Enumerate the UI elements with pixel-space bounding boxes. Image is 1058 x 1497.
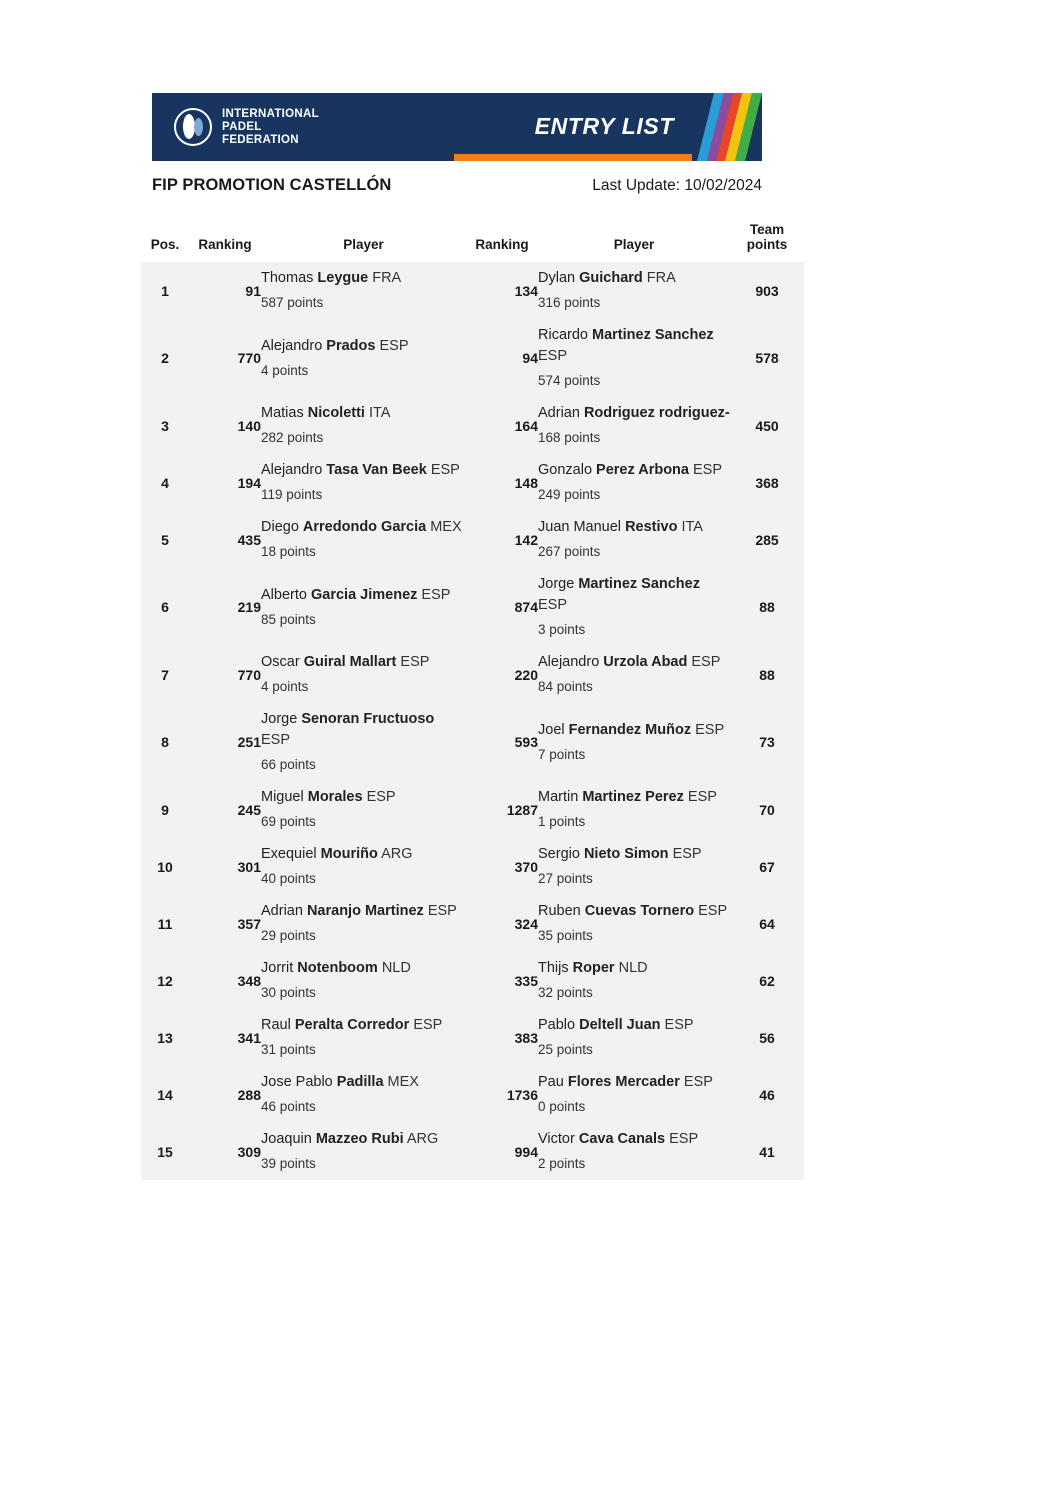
player-first-name: Pablo	[538, 1017, 580, 1033]
player-country: ESP	[417, 586, 451, 603]
padel-federation-icon	[174, 108, 212, 146]
player-country: FRA	[642, 270, 676, 286]
player-country: ESP	[665, 1131, 699, 1147]
federation-logo-block	[152, 93, 402, 161]
player-name	[538, 1129, 730, 1150]
player-name	[261, 652, 466, 673]
player-points: 574 points	[538, 373, 601, 388]
position-cell: 4	[161, 474, 169, 491]
player-points: 69 points	[261, 814, 316, 829]
player-first-name: Thomas	[261, 270, 318, 286]
player-last-name: Fernandez Muñoz	[568, 721, 692, 738]
player-cell-p1	[261, 1009, 466, 1066]
player-first-name: Oscar	[261, 654, 304, 670]
ranking-cell-1: 435	[237, 531, 261, 548]
ranking-cell-2: 134	[514, 282, 538, 299]
ranking-cell-2: 994	[514, 1143, 538, 1160]
player-first-name: Diego	[261, 519, 303, 535]
table-header	[141, 218, 804, 262]
player-country: ARG	[403, 1131, 439, 1147]
player-country: NLD	[377, 960, 411, 976]
ranking-cell-2: 1287	[506, 801, 538, 818]
player-name	[538, 1015, 730, 1036]
position-cell: 5	[161, 531, 169, 548]
player-cell-p2	[538, 319, 730, 397]
table-row	[141, 781, 804, 838]
player-name	[261, 1129, 466, 1150]
table-row	[141, 646, 804, 703]
position-cell: 9	[161, 801, 169, 818]
table-row	[141, 1123, 804, 1180]
player-last-name: Mazzeo Rubi	[315, 1131, 404, 1147]
player-name	[261, 460, 466, 481]
player-name	[261, 844, 466, 865]
player-cell-p1	[261, 646, 466, 703]
player-name	[261, 709, 466, 751]
position-cell: 15	[157, 1143, 173, 1160]
player-cell-p2	[538, 895, 730, 952]
team-points-cell: 67	[759, 858, 775, 875]
team-points-cell: 73	[759, 734, 775, 750]
player-cell-p1	[261, 838, 466, 895]
player-cell-p1	[261, 262, 466, 319]
federation-name-line-1: INTERNATIONAL	[222, 107, 319, 120]
player-last-name: Roper	[572, 960, 615, 976]
player-cell-p2	[538, 1123, 730, 1180]
player-name	[538, 268, 730, 289]
player-cell-p1	[261, 1123, 466, 1180]
position-cell: 10	[157, 858, 173, 875]
position-cell: 7	[161, 666, 169, 683]
table-row	[141, 454, 804, 511]
column-header-team-points	[730, 218, 804, 262]
player-points: 4 points	[261, 362, 309, 378]
table-row	[141, 1009, 804, 1066]
player-country: ESP	[538, 597, 568, 613]
player-last-name: Mouriño	[320, 846, 378, 862]
player-country: ESP	[538, 348, 568, 364]
player-country: ESP	[426, 462, 460, 478]
player-last-name: Martinez Perez	[582, 789, 684, 805]
player-name	[261, 517, 466, 538]
ranking-cell-2: 593	[514, 734, 538, 750]
table-row	[141, 397, 804, 454]
player-country: ESP	[362, 789, 396, 805]
player-last-name: Prados	[326, 337, 376, 354]
team-points-cell: 62	[759, 972, 775, 989]
ranking-cell-1: 357	[237, 915, 261, 932]
ranking-cell-2: 370	[514, 858, 538, 875]
player-points: 4 points	[261, 679, 309, 694]
player-cell-p1	[261, 895, 466, 952]
ranking-cell-1: 309	[237, 1143, 261, 1160]
player-last-name: Cava Canals	[578, 1131, 666, 1147]
column-header-pos: Pos.	[141, 218, 189, 262]
federation-name-line-2: PADEL	[222, 120, 262, 133]
ranking-cell-2: 220	[514, 666, 538, 683]
player-country: ESP	[688, 462, 723, 478]
ranking-cell-1: 194	[237, 474, 261, 491]
player-points: 3 points	[538, 622, 586, 637]
player-name	[538, 958, 730, 979]
player-first-name: Alejandro	[261, 462, 327, 478]
player-points: 84 points	[538, 679, 593, 694]
tournament-name: FIP PROMOTION CASTELLÓN	[152, 176, 392, 194]
player-first-name: Martin	[538, 789, 583, 805]
ranking-cell-1: 770	[237, 666, 261, 683]
player-name	[538, 720, 730, 741]
player-cell-p2	[538, 646, 730, 703]
player-cell-p2	[538, 1066, 730, 1123]
position-cell: 14	[157, 1086, 173, 1103]
player-country: ESP	[423, 903, 457, 919]
column-header-player-1: Player	[261, 218, 466, 262]
player-cell-p2	[538, 511, 730, 568]
player-last-name: Naranjo Martinez	[306, 903, 424, 919]
player-cell-p1	[261, 781, 466, 838]
ranking-cell-2: 1736	[506, 1086, 538, 1103]
player-country: ESP	[691, 721, 725, 738]
player-points: 85 points	[261, 611, 316, 627]
player-name	[538, 652, 730, 673]
column-header-player-2: Player	[538, 218, 730, 262]
ranking-cell-1: 91	[245, 282, 261, 299]
player-last-name: Padilla	[336, 1074, 384, 1090]
federation-name	[222, 108, 319, 147]
player-name	[261, 268, 466, 289]
team-points-cell: 450	[755, 417, 779, 434]
player-last-name: Rodriguez rodriguez-	[583, 405, 730, 421]
player-country: NLD	[614, 960, 648, 976]
entry-list-title: ENTRY LIST	[534, 113, 674, 139]
player-cell-p2	[538, 1009, 730, 1066]
player-points: 66 points	[261, 757, 316, 772]
player-cell-p1	[261, 952, 466, 1009]
player-name	[261, 403, 466, 424]
player-name	[538, 901, 730, 922]
player-last-name: Deltell Juan	[579, 1017, 661, 1033]
player-first-name: Miguel	[261, 789, 308, 805]
player-first-name: Adrian	[261, 903, 307, 919]
table-row	[141, 1066, 804, 1123]
player-country: ARG	[377, 846, 413, 862]
player-points: 267 points	[538, 544, 601, 559]
ranking-cell-2: 324	[514, 915, 538, 932]
position-cell: 12	[157, 972, 173, 989]
player-last-name: Nicoletti	[307, 405, 365, 421]
player-last-name: Flores Mercader	[567, 1074, 680, 1090]
player-cell-p1	[261, 397, 466, 454]
position-cell: 3	[161, 417, 169, 434]
player-name	[261, 1015, 466, 1036]
player-points: 587 points	[261, 295, 324, 310]
player-cell-p2	[538, 397, 730, 454]
player-name	[261, 1072, 466, 1093]
table-row	[141, 262, 804, 319]
team-points-cell: 70	[759, 801, 775, 818]
team-points-line-2: points	[746, 237, 788, 252]
player-country: ESP	[660, 1017, 694, 1033]
position-cell: 13	[157, 1029, 173, 1046]
ranking-cell-2: 94	[522, 350, 538, 366]
player-points: 316 points	[538, 295, 601, 310]
player-points: 39 points	[261, 1156, 316, 1171]
player-first-name: Raul	[261, 1017, 295, 1033]
team-points-cell: 41	[759, 1143, 775, 1160]
player-first-name: Pau	[538, 1074, 568, 1090]
player-cell-p1	[261, 511, 466, 568]
team-points-cell: 56	[759, 1029, 775, 1046]
player-name	[538, 844, 730, 865]
position-cell: 1	[161, 282, 169, 299]
position-cell: 2	[161, 350, 169, 366]
team-points-cell: 285	[755, 531, 779, 548]
player-cell-p1	[261, 703, 466, 781]
player-country: MEX	[426, 519, 462, 535]
player-country: ESP	[396, 654, 430, 670]
table-row	[141, 319, 804, 397]
player-points: 27 points	[538, 871, 593, 886]
player-last-name: Garcia Jimenez	[310, 586, 418, 603]
player-points: 119 points	[261, 487, 323, 502]
column-header-ranking-1: Ranking	[189, 218, 261, 262]
player-last-name: Martinez Sanchez	[578, 576, 700, 592]
player-first-name: Dylan	[538, 270, 580, 286]
player-points: 282 points	[261, 430, 324, 445]
player-name	[261, 336, 466, 357]
player-first-name: Alejandro	[538, 654, 604, 670]
player-points: 30 points	[261, 985, 316, 1000]
player-first-name: Sergio	[538, 846, 584, 862]
player-first-name: Jorrit	[261, 960, 298, 976]
player-cell-p2	[538, 262, 730, 319]
player-first-name: Matias	[261, 405, 308, 421]
last-update-label: Last Update: 10/02/2024	[592, 177, 762, 194]
player-cell-p1	[261, 1066, 466, 1123]
table-header-row	[141, 218, 804, 262]
player-country: ITA	[364, 405, 391, 421]
player-first-name: Ruben	[538, 903, 585, 919]
player-name	[261, 787, 466, 808]
player-name	[538, 574, 730, 616]
table-row	[141, 952, 804, 1009]
player-first-name: Jorge	[261, 711, 302, 727]
player-points: 18 points	[261, 544, 316, 559]
player-cell-p2	[538, 838, 730, 895]
ranking-cell-2: 164	[514, 417, 538, 434]
player-points: 1 points	[538, 814, 586, 829]
table-row	[141, 838, 804, 895]
player-points: 168 points	[538, 430, 601, 445]
player-points: 35 points	[538, 928, 593, 943]
ranking-cell-2: 874	[514, 599, 538, 615]
player-last-name: Restivo	[625, 519, 678, 535]
player-points: 46 points	[261, 1099, 316, 1114]
player-first-name: Jorge	[538, 576, 579, 592]
team-points-cell: 368	[755, 474, 779, 491]
player-last-name: Guiral Mallart	[303, 654, 397, 670]
player-name	[538, 1072, 730, 1093]
player-name	[538, 460, 730, 481]
ranking-cell-2: 142	[514, 531, 538, 548]
player-first-name: Ricardo	[538, 327, 592, 343]
player-last-name: Peralta Corredor	[294, 1017, 410, 1033]
table-row	[141, 703, 804, 781]
player-points: 29 points	[261, 928, 316, 943]
player-points: 25 points	[538, 1042, 593, 1057]
table-body	[141, 262, 804, 1180]
player-country: FRA	[368, 270, 402, 286]
player-points: 0 points	[538, 1099, 586, 1114]
ranking-cell-1: 140	[237, 417, 261, 434]
player-country: ESP	[694, 903, 728, 919]
player-country: ESP	[375, 337, 409, 354]
ranking-cell-1: 348	[237, 972, 261, 989]
player-points: 40 points	[261, 871, 316, 886]
player-last-name: Cuevas Tornero	[584, 903, 695, 919]
team-points-cell: 46	[759, 1086, 775, 1103]
team-points-cell: 903	[755, 282, 779, 299]
player-first-name: Exequiel	[261, 846, 321, 862]
player-name	[261, 901, 466, 922]
player-first-name: Gonzalo	[538, 462, 597, 478]
ranking-cell-2: 383	[514, 1029, 538, 1046]
ranking-cell-1: 245	[237, 801, 261, 818]
team-points-cell: 88	[759, 666, 775, 683]
column-header-ranking-2: Ranking	[466, 218, 538, 262]
player-points: 31 points	[261, 1042, 316, 1057]
ranking-cell-1: 251	[237, 734, 261, 750]
federation-name-line-3: FEDERATION	[222, 133, 299, 146]
player-first-name: Alberto	[261, 586, 311, 603]
player-country: ESP	[668, 846, 702, 862]
player-first-name: Juan Manuel	[538, 519, 626, 535]
ranking-cell-1: 288	[237, 1086, 261, 1103]
ranking-cell-1: 770	[237, 350, 261, 366]
player-name	[538, 787, 730, 808]
player-name	[261, 958, 466, 979]
player-cell-p2	[538, 568, 730, 646]
player-cell-p2	[538, 952, 730, 1009]
player-first-name: Thijs	[538, 960, 573, 976]
player-last-name: Tasa Van Beek	[326, 462, 427, 478]
ranking-cell-1: 219	[237, 599, 261, 615]
player-first-name: Victor	[538, 1131, 579, 1147]
player-last-name: Perez Arbona	[596, 462, 689, 478]
ranking-cell-2: 335	[514, 972, 538, 989]
ranking-cell-2: 148	[514, 474, 538, 491]
ranking-cell-1: 301	[237, 858, 261, 875]
player-country: ESP	[679, 1074, 713, 1090]
table-row	[141, 568, 804, 646]
player-cell-p1	[261, 568, 466, 646]
team-points-cell: 88	[759, 599, 775, 615]
player-last-name: Senoran Fructuoso	[301, 711, 435, 727]
player-country: ESP	[409, 1017, 443, 1033]
player-cell-p1	[261, 319, 466, 397]
position-cell: 8	[161, 734, 169, 750]
player-country: ESP	[261, 732, 291, 748]
team-points-cell: 64	[759, 915, 775, 932]
player-cell-p2	[538, 703, 730, 781]
player-last-name: Martinez Sanchez	[592, 327, 714, 343]
player-country: MEX	[383, 1074, 419, 1090]
player-last-name: Guichard	[579, 270, 643, 286]
player-last-name: Morales	[307, 789, 363, 805]
player-cell-p2	[538, 781, 730, 838]
player-name	[538, 403, 730, 424]
player-points: 7 points	[538, 746, 586, 762]
player-name	[538, 325, 730, 367]
player-last-name: Urzola Abad	[603, 654, 688, 670]
player-points: 2 points	[538, 1156, 586, 1171]
player-country: ITA	[677, 519, 703, 535]
player-cell-p1	[261, 454, 466, 511]
player-last-name: Nieto Simon	[583, 846, 669, 862]
player-name	[538, 517, 730, 538]
table-row	[141, 511, 804, 568]
player-points: 249 points	[538, 487, 601, 502]
team-points-line-1: Team	[749, 222, 785, 237]
player-country: ESP	[687, 654, 721, 670]
entry-list-table	[141, 218, 804, 1180]
player-first-name: Jose Pablo	[261, 1074, 337, 1090]
player-cell-p2	[538, 454, 730, 511]
player-last-name: Leygue	[317, 270, 369, 286]
player-country: ESP	[683, 789, 717, 805]
player-first-name: Joel	[538, 721, 569, 738]
document-title-row	[152, 176, 762, 195]
position-cell: 11	[157, 915, 173, 932]
ranking-cell-1: 341	[237, 1029, 261, 1046]
player-name	[261, 585, 466, 606]
player-first-name: Adrian	[538, 405, 584, 421]
banner-color-stripes	[697, 93, 762, 161]
position-cell: 6	[161, 599, 169, 615]
player-points: 32 points	[538, 985, 593, 1000]
table-row	[141, 895, 804, 952]
player-first-name: Alejandro	[261, 337, 327, 354]
entry-list-banner	[152, 93, 762, 161]
player-last-name: Notenboom	[297, 960, 378, 976]
player-last-name: Arredondo Garcia	[302, 519, 427, 535]
team-points-cell: 578	[755, 350, 779, 366]
player-first-name: Joaquin	[261, 1131, 316, 1147]
